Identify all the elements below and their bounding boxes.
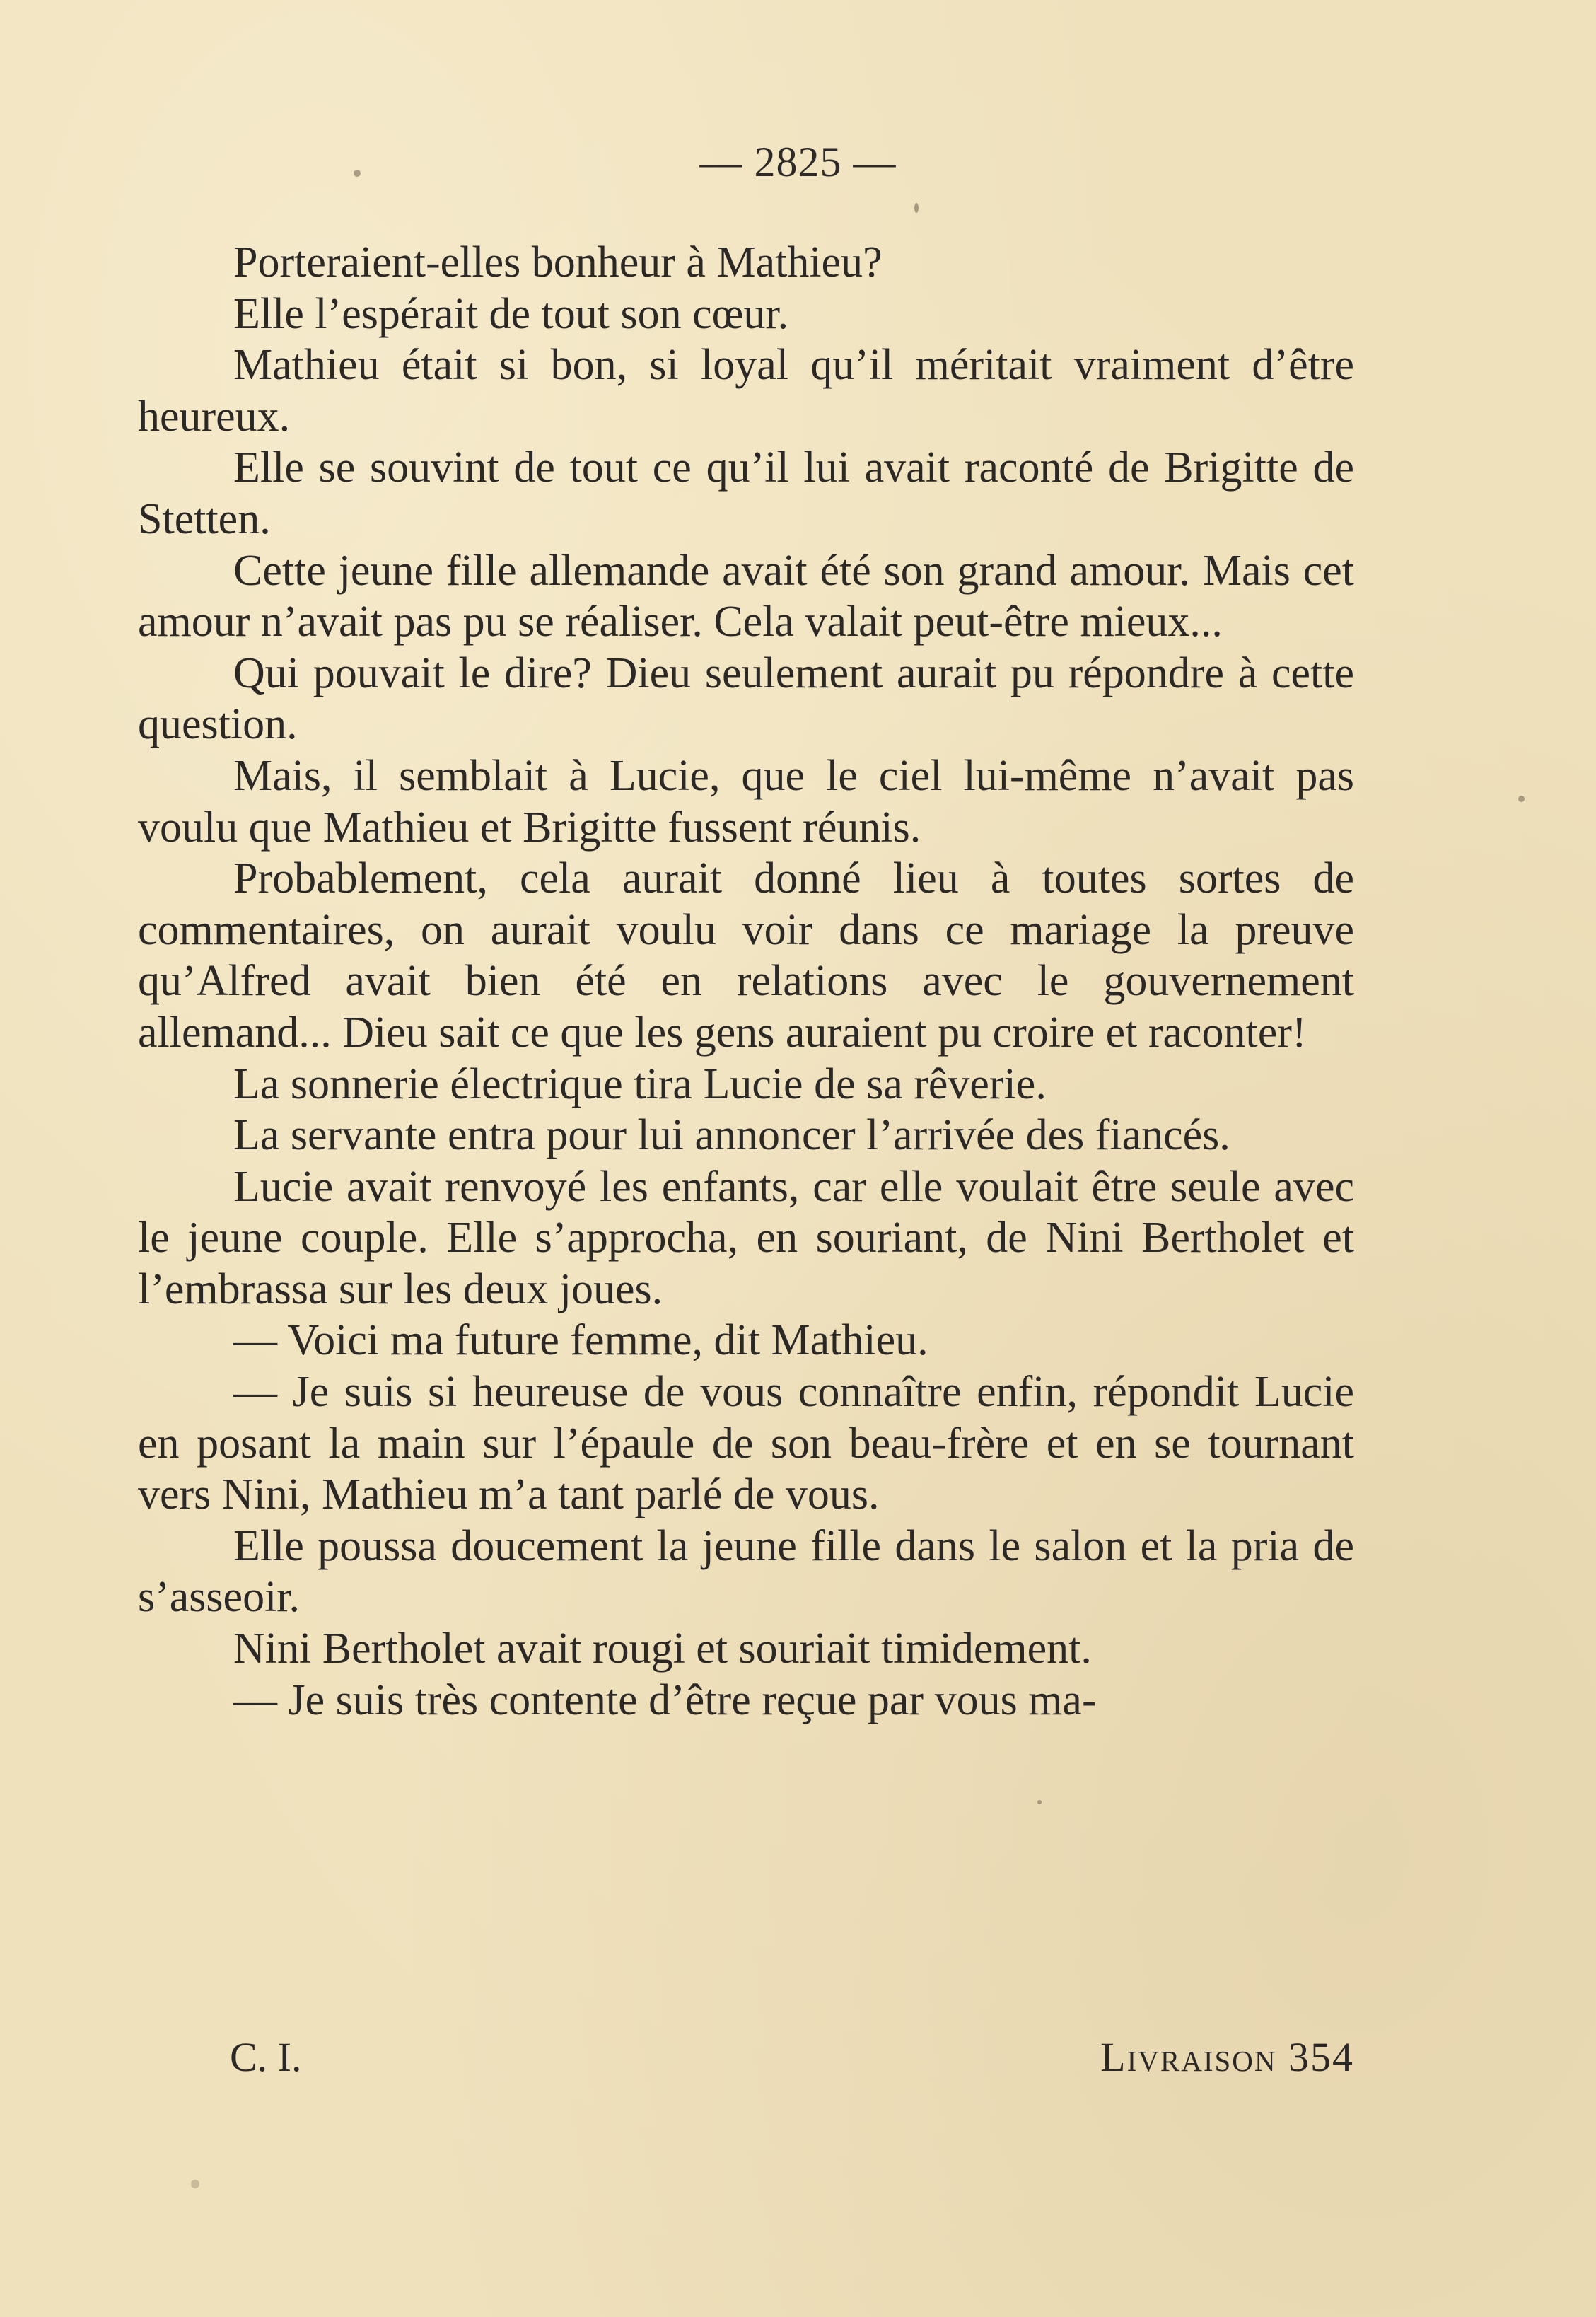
paragraph: La sonnerie électrique tira Lucie de sa rêverie. bbox=[233, 1059, 1047, 1108]
paragraph: Elle se souvint de tout ce qu’il lui avait raconté de Brigitte de Stetten. bbox=[138, 443, 1354, 543]
paragraph: Mathieu était si bon, si loyal qu’il méritait vraiment d’être heureux. bbox=[138, 341, 1354, 441]
livraison-mark bbox=[1100, 2033, 1354, 2081]
page-body-text bbox=[138, 237, 1354, 1726]
paper-speck bbox=[1518, 796, 1525, 802]
livraison-number: 354 bbox=[1288, 2034, 1354, 2080]
page-number: — 2825 — bbox=[699, 139, 897, 185]
paragraph: Elle poussa doucement la jeune fille dans le salon et la pria de s’asseoir. bbox=[138, 1521, 1354, 1622]
paper-speck bbox=[1037, 1800, 1042, 1804]
page-footer bbox=[230, 2033, 1354, 2097]
livraison-label: Livraison bbox=[1100, 2034, 1277, 2080]
paragraph: — Voici ma future femme, dit Mathieu. bbox=[233, 1316, 928, 1365]
paragraph: Porteraient-elles bonheur à Mathieu? bbox=[233, 238, 883, 286]
paper-speck bbox=[914, 203, 919, 213]
paragraph: Nini Bertholet avait rougi et souriait timidement. bbox=[233, 1625, 1092, 1673]
paragraph: Probablement, cela aurait donné lieu à toutes sortes de commentaires, on aurait voulu voir dans ce mariage la preuve qu’Alfred avait bien été en relations avec le gouvernement allemand... Dieu sait ce que les gens auraient pu croire et raconter! bbox=[138, 854, 1354, 1057]
paper-speck bbox=[354, 170, 361, 177]
paragraph: — Je suis très contente d’être reçue par vous ma- bbox=[233, 1676, 1097, 1724]
paragraph: Cette jeune fille allemande avait été son grand amour. Mais cet amour n’avait pas pu se réaliser. Cela valait peut-être mieux... bbox=[138, 546, 1354, 646]
paragraph: — Je suis si heureuse de vous connaître enfin, répondit Lucie en posant la main sur l’épaule de son beau-frère et en se tournant vers Nini, Mathieu m’a tant parlé de vous. bbox=[138, 1368, 1354, 1519]
paragraph: Lucie avait renvoyé les enfants, car elle voulait être seule avec le jeune couple. Elle s’approcha, en souriant, de Nini Bertholet et l’embrassa sur les deux joues. bbox=[138, 1162, 1354, 1313]
paper-speck bbox=[191, 2180, 199, 2188]
paragraph: Qui pouvait le dire? Dieu seulement aurait pu répondre à cette question. bbox=[138, 649, 1354, 749]
paragraph: Mais, il semblait à Lucie, que le ciel lui-même n’avait pas voulu que Mathieu et Brigitte fussent réunis. bbox=[138, 751, 1354, 852]
paragraph: Elle l’espérait de tout son cœur. bbox=[233, 289, 789, 338]
paragraph: La servante entra pour lui annoncer l’arrivée des fiancés. bbox=[233, 1111, 1230, 1160]
printer-signature: C. I. bbox=[230, 2034, 302, 2080]
